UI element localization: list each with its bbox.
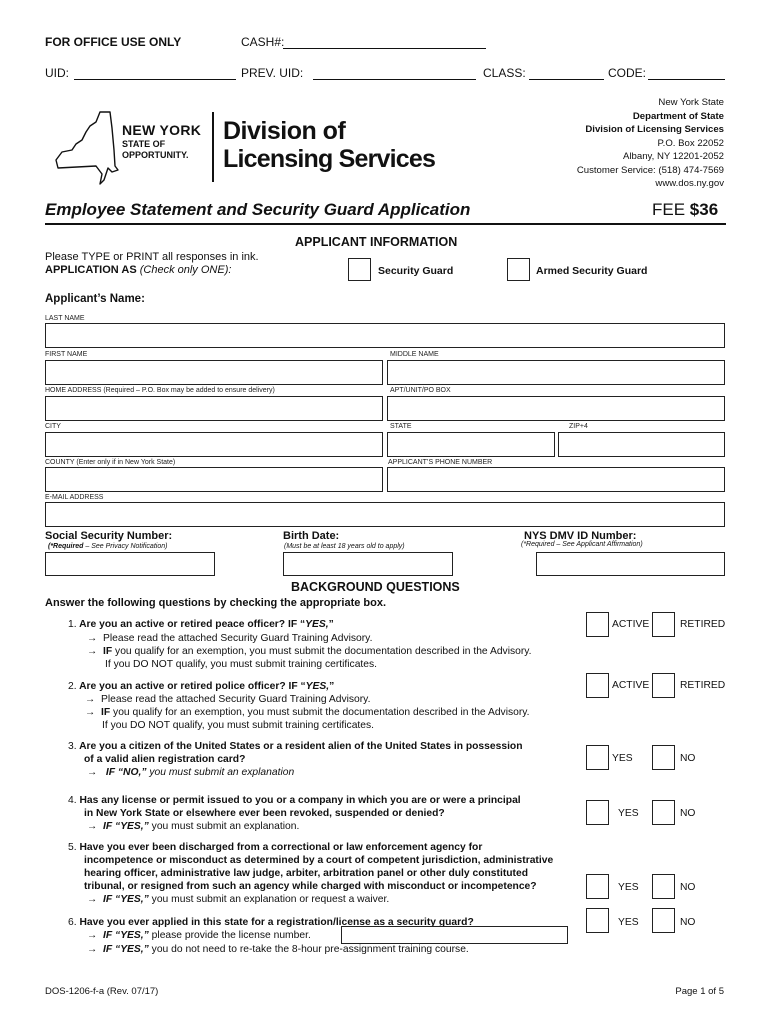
- county-label: COUNTY (Enter only if in New York State): [45, 459, 176, 466]
- q1-active-checkbox[interactable]: [586, 612, 609, 637]
- q3-line1-text: Are you a citizen of the United States or a resident alien of the United States in possession: [79, 741, 523, 752]
- q3-yes-label: YES: [612, 753, 633, 764]
- q6-sub2-if: IF “YES,”: [103, 944, 149, 955]
- q5-line2: incompetence or misconduct as determined by a court of competent jurisdiction, administrative: [84, 855, 554, 866]
- email-label: E-MAIL ADDRESS: [45, 494, 104, 501]
- ssn-input[interactable]: [45, 552, 215, 576]
- q1-sub1-text: Please read the attached Security Guard Training Advisory.: [103, 633, 373, 644]
- ny-logo-line2: STATE OF: [122, 139, 166, 149]
- class-label: CLASS:: [483, 66, 526, 80]
- ssn-note: [48, 543, 167, 550]
- q2-active-label: ACTIVE: [612, 680, 650, 691]
- dmv-input[interactable]: [536, 552, 725, 576]
- cash-label: CASH#:: [241, 35, 285, 49]
- q2-close: ”: [329, 681, 335, 692]
- q5-line1: [68, 842, 482, 853]
- first-name-input[interactable]: [45, 360, 383, 385]
- arrow-icon: →: [87, 646, 98, 657]
- arrow-icon: →: [87, 767, 98, 778]
- q5-line3: hearing officer, administrative law judge, arbiter, arbitration panel or other duly constituted: [84, 868, 528, 879]
- home-address-input[interactable]: [45, 396, 383, 421]
- arrow-icon: →: [87, 930, 98, 941]
- q6-number: 6.: [68, 917, 77, 928]
- q1-question: [68, 619, 334, 630]
- armed-guard-checkbox[interactable]: [507, 258, 530, 281]
- q5-no-checkbox[interactable]: [652, 874, 675, 899]
- q2-question: [68, 681, 334, 692]
- first-name-label: FIRST NAME: [45, 351, 88, 358]
- q4-line2: in New York State or elsewhere ever been revoked, suspended or denied?: [84, 808, 445, 819]
- uid-label: UID:: [45, 66, 69, 80]
- q2-sub2-if: IF: [101, 707, 111, 718]
- state-label: STATE: [390, 423, 412, 430]
- address-division: Division of Licensing Services: [585, 124, 724, 135]
- q1-sub1: [87, 633, 372, 644]
- q5-sub-if: IF “YES,”: [103, 894, 149, 905]
- q3-sub: [87, 767, 294, 778]
- q2-sub1: [85, 694, 370, 705]
- middle-name-label: MIDDLE NAME: [390, 351, 439, 358]
- arrow-icon: →: [85, 694, 96, 705]
- q4-sub-if: IF “YES,”: [103, 821, 149, 832]
- q3-line2: of a valid alien registration card?: [84, 754, 246, 765]
- q6-yes-label: YES: [618, 917, 639, 928]
- q3-no-checkbox[interactable]: [652, 745, 675, 770]
- q3-no-label: NO: [680, 753, 696, 764]
- q5-line1-text: Have you ever been discharged from a correctional or law enforcement agency for: [79, 842, 483, 853]
- q1-number: 1.: [68, 619, 77, 630]
- arrow-icon: →: [87, 894, 98, 905]
- q1-active-label: ACTIVE: [612, 619, 650, 630]
- q3-sub-if: IF “NO,”: [105, 767, 147, 778]
- check-one-note: (Check only ONE):: [139, 264, 232, 276]
- q6-sub1-if: IF “YES,”: [103, 930, 149, 941]
- address-web: www.dos.ny.gov: [655, 178, 724, 189]
- home-address-label: HOME ADDRESS (Required – P.O. Box may be added to ensure delivery): [45, 387, 275, 394]
- q2-sub3: If you DO NOT qualify, you must submit training certificates.: [102, 720, 375, 731]
- q4-no-label: NO: [680, 808, 696, 819]
- phone-label: APPLICANT’S PHONE NUMBER: [388, 459, 493, 466]
- city-input[interactable]: [45, 432, 383, 457]
- q3-sub-text: you must submit an explanation: [146, 767, 295, 778]
- q4-no-checkbox[interactable]: [652, 800, 675, 825]
- class-line[interactable]: [529, 79, 604, 80]
- division-line2: Licensing Services: [223, 145, 436, 173]
- title-rule: [45, 223, 726, 225]
- q4-yes-checkbox[interactable]: [586, 800, 609, 825]
- ny-logo-line1: NEW YORK: [122, 122, 202, 138]
- q4-sub-text: you must submit an explanation.: [148, 821, 300, 832]
- application-as-label: APPLICATION AS: [45, 264, 137, 276]
- application-as: [45, 264, 231, 276]
- last-name-input[interactable]: [45, 323, 725, 348]
- q6-license-number-input[interactable]: [341, 926, 568, 944]
- code-label: CODE:: [608, 66, 647, 80]
- q4-number: 4.: [68, 795, 77, 806]
- form-title: Employee Statement and Security Guard Application: [45, 200, 471, 219]
- armed-guard-label: Armed Security Guard: [536, 265, 648, 277]
- q1-sub2: [87, 646, 532, 657]
- q6-no-label: NO: [680, 917, 696, 928]
- email-input[interactable]: [45, 502, 725, 527]
- q3-line1: [68, 741, 523, 752]
- birth-date-label: Birth Date:: [283, 530, 340, 542]
- ny-state-map-icon: [52, 110, 122, 186]
- q4-yes-label: YES: [618, 808, 639, 819]
- fee: [652, 200, 718, 220]
- ssn-label: Social Security Number:: [45, 530, 173, 542]
- birth-date-note: (Must be at least 18 years old to apply): [284, 543, 405, 550]
- last-name-label: LAST NAME: [45, 315, 85, 322]
- apt-label: APT/UNIT/PO BOX: [390, 387, 451, 394]
- uid-line[interactable]: [74, 79, 236, 80]
- address-po: P.O. Box 22052: [657, 137, 724, 149]
- q1-sub3: If you DO NOT qualify, you must submit training certificates.: [105, 659, 378, 670]
- prev-uid-label: PREV. UID:: [241, 66, 304, 80]
- q5-yes-checkbox[interactable]: [586, 874, 609, 899]
- q2-retired-label: RETIRED: [680, 680, 726, 691]
- q2-yes: YES,: [305, 681, 330, 692]
- division-line1: Division of: [223, 117, 346, 145]
- q5-line4: tribunal, or resigned from such an agency while charged with misconduct or incompetence?: [84, 881, 537, 892]
- security-guard-label: Security Guard: [378, 265, 454, 277]
- q5-number: 5.: [68, 842, 77, 853]
- background-section-title: BACKGROUND QUESTIONS: [291, 580, 460, 594]
- ny-logo-line3: OPPORTUNITY.: [122, 150, 189, 160]
- logo-divider: [212, 112, 214, 182]
- page-number: Page 1 of 5: [675, 986, 724, 997]
- code-line[interactable]: [648, 79, 725, 80]
- q1-close: ”: [328, 619, 334, 630]
- q2-retired-checkbox[interactable]: [652, 673, 675, 698]
- county-input[interactable]: [45, 467, 383, 492]
- q2-number: 2.: [68, 681, 77, 692]
- applicant-section-title: APPLICANT INFORMATION: [295, 235, 458, 249]
- form-id: DOS-1206-f-a (Rev. 07/17): [45, 986, 159, 997]
- q2-sub2: [85, 707, 530, 718]
- dmv-note: (*Required – See Applicant Affirmation): [521, 541, 643, 548]
- q3-number: 3.: [68, 741, 77, 752]
- q2-sub1-text: Please read the attached Security Guard Training Advisory.: [101, 694, 371, 705]
- phone-input[interactable]: [387, 467, 725, 492]
- q5-no-label: NO: [680, 882, 696, 893]
- ssn-note-text: – See Privacy Notification): [83, 543, 168, 550]
- state-input[interactable]: [387, 432, 555, 457]
- q2-sub2-text: you qualify for an exemption, you must submit the documentation described in the Advisory.: [110, 707, 530, 718]
- office-use-title: FOR OFFICE USE ONLY: [45, 35, 182, 49]
- address-state: New York State: [658, 97, 724, 108]
- middle-name-input[interactable]: [387, 360, 725, 385]
- background-instruction: Answer the following questions by checking the appropriate box.: [45, 597, 387, 609]
- q2-text: Are you an active or retired police officer? IF “: [79, 681, 306, 692]
- agency-address: [577, 96, 724, 191]
- city-label: CITY: [45, 423, 61, 430]
- prev-uid-line[interactable]: [313, 79, 476, 80]
- dmv-label: NYS DMV ID Number:: [524, 530, 637, 542]
- q1-retired-label: RETIRED: [680, 619, 726, 630]
- cash-line[interactable]: [283, 48, 486, 49]
- applicant-name-heading: Applicant’s Name:: [45, 293, 145, 305]
- q1-sub2-text: you qualify for an exemption, you must submit the documentation described in the Advisory.: [112, 646, 532, 657]
- arrow-icon: →: [87, 944, 98, 955]
- q1-retired-checkbox[interactable]: [652, 612, 675, 637]
- security-guard-checkbox[interactable]: [348, 258, 371, 281]
- arrow-icon: →: [85, 707, 96, 718]
- q2-active-checkbox[interactable]: [586, 673, 609, 698]
- q3-yes-checkbox[interactable]: [586, 745, 609, 770]
- birth-date-input[interactable]: [283, 552, 453, 576]
- q6-yes-checkbox[interactable]: [586, 908, 609, 933]
- q5-sub: [87, 894, 389, 905]
- q6-sub2: [87, 944, 469, 955]
- q5-sub-text: you must submit an explanation or request a waiver.: [148, 894, 390, 905]
- fee-label: FEE: [652, 200, 686, 219]
- address-dept: Department of State: [632, 110, 724, 122]
- zip-input[interactable]: [558, 432, 725, 457]
- instructions: Please TYPE or PRINT all responses in ink.: [45, 251, 259, 263]
- q6-sub1: [87, 930, 311, 941]
- address-city: Albany, NY 12201-2052: [623, 151, 724, 162]
- q5-yes-label: YES: [618, 882, 639, 893]
- address-phone: Customer Service: (518) 474-7569: [576, 164, 724, 176]
- q6-sub1-text: please provide the license number.: [148, 930, 311, 941]
- q1-sub2-if: IF: [103, 646, 113, 657]
- arrow-icon: →: [87, 821, 98, 832]
- ssn-note-required: (*Required: [48, 543, 84, 550]
- q6-sub2-text: you do not need to re-take the 8-hour pre-assignment training course.: [148, 944, 469, 955]
- zip-label: ZIP+4: [569, 423, 588, 430]
- fee-amount: $36: [689, 200, 719, 219]
- q6-line1-text: Have you ever applied in this state for a registration/license as a security guard?: [79, 917, 474, 928]
- q4-line1-text: Has any license or permit issued to you or a company in which you are or were a principal: [79, 795, 521, 806]
- q4-sub: [87, 821, 299, 832]
- apt-input[interactable]: [387, 396, 725, 421]
- q1-yes: YES,: [305, 619, 329, 630]
- q1-text: Are you an active or retired peace officer? IF “: [79, 619, 306, 630]
- q4-line1: [68, 795, 521, 806]
- arrow-icon: →: [87, 633, 98, 644]
- q6-no-checkbox[interactable]: [652, 908, 675, 933]
